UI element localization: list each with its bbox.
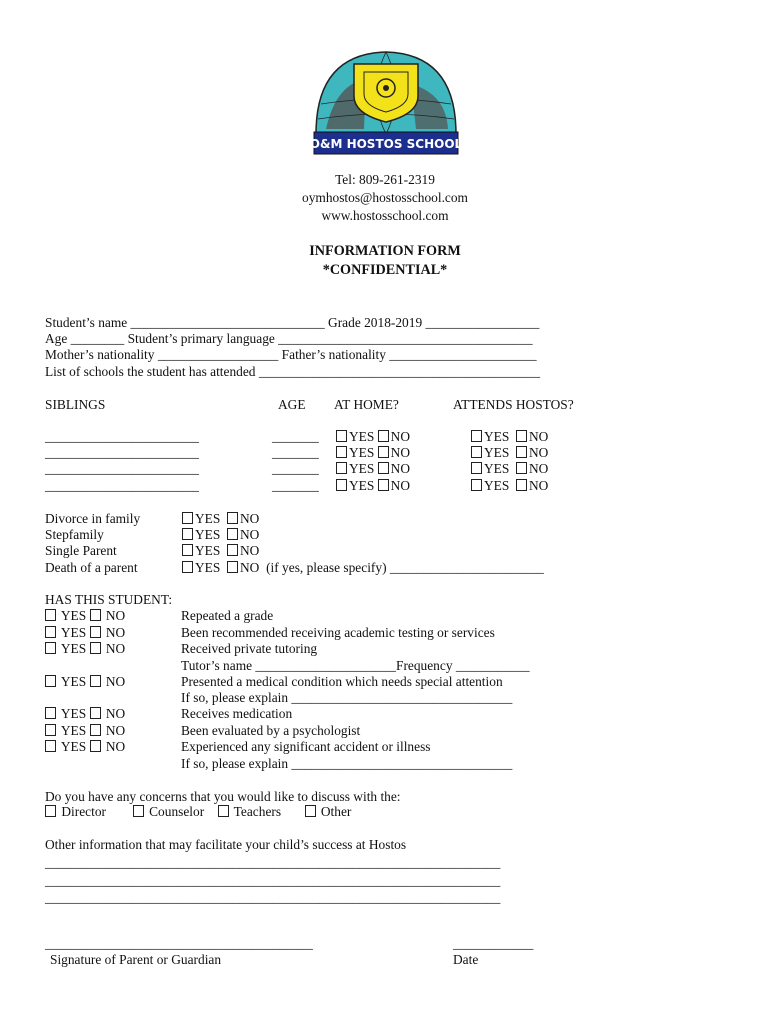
student-name-field[interactable]: Student’s name _____________________________ Grade 2018-2019 _________________ <box>45 315 540 330</box>
testing-options <box>45 625 125 641</box>
checkbox-icon[interactable] <box>378 430 389 442</box>
no-label: NO <box>105 625 126 640</box>
date-label: Date <box>453 952 479 967</box>
yes-label: YES <box>60 739 87 754</box>
medical-explain-field[interactable]: If so, please explain _________________________________ <box>181 690 513 705</box>
yes-label: YES <box>349 461 375 476</box>
medication-label: Receives medication <box>181 706 293 721</box>
checkbox-icon[interactable] <box>182 544 193 556</box>
checkbox-icon[interactable] <box>516 430 527 442</box>
single-parent-options <box>182 543 259 559</box>
sibling-name-field[interactable]: _______________________ <box>45 478 199 493</box>
logo-text: O&M HOSTOS SCHOOL <box>309 137 463 151</box>
form-subtitle: *CONFIDENTIAL* <box>322 262 448 278</box>
attends-hostos-options <box>471 429 548 445</box>
checkbox-icon[interactable] <box>182 528 193 540</box>
no-label: NO <box>240 527 260 542</box>
no-label: NO <box>390 461 411 476</box>
age-header: AGE <box>278 397 306 412</box>
no-label: NO <box>105 706 126 721</box>
yes-label: YES <box>60 625 87 640</box>
no-label: NO <box>529 445 549 460</box>
checkbox-icon[interactable] <box>218 805 229 817</box>
yes-label: YES <box>60 674 87 689</box>
repeated-grade-options <box>45 608 125 624</box>
accident-label: Experienced any significant accident or illness <box>181 739 431 754</box>
sibling-age-field[interactable]: _______ <box>272 429 319 444</box>
sibling-name-field[interactable]: _______________________ <box>45 429 199 444</box>
sibling-name-field[interactable]: _______________________ <box>45 445 199 460</box>
other-info-label: Other information that may facilitate your child’s success at Hostos <box>45 837 407 852</box>
stepfamily-label: Stepfamily <box>45 527 104 542</box>
checkbox-icon[interactable] <box>471 462 482 474</box>
no-label: NO <box>529 429 549 444</box>
checkbox-icon[interactable] <box>378 479 389 491</box>
sibling-age-field[interactable]: _______ <box>272 478 319 493</box>
no-label: NO <box>240 543 260 558</box>
death-of-parent-label: Death of a parent <box>45 560 138 575</box>
checkbox-icon[interactable] <box>227 528 238 540</box>
stepfamily-options <box>182 527 259 543</box>
no-label: NO <box>390 445 411 460</box>
checkbox-icon[interactable] <box>45 707 56 719</box>
yes-label: YES <box>60 608 87 623</box>
tutoring-options <box>45 641 125 657</box>
medical-label: Presented a medical condition which needs special attention <box>181 674 503 689</box>
website: www.hostosschool.com <box>321 208 449 223</box>
checkbox-icon[interactable] <box>45 805 56 817</box>
at-home-options <box>336 429 410 445</box>
checkbox-icon[interactable] <box>471 479 482 491</box>
no-label: NO <box>390 429 411 444</box>
at-home-options <box>336 461 410 477</box>
yes-label: YES <box>60 706 87 721</box>
checkbox-icon[interactable] <box>516 462 527 474</box>
yes-label: YES <box>195 511 221 526</box>
attends-hostos-options <box>471 478 548 494</box>
checkbox-icon[interactable] <box>378 462 389 474</box>
yes-label: YES <box>349 445 375 460</box>
concerns-options <box>45 804 351 820</box>
tutor-frequency-field[interactable]: Tutor’s name _____________________Frequency ___________ <box>181 658 530 673</box>
checkbox-icon[interactable] <box>336 446 347 458</box>
checkbox-icon[interactable] <box>227 561 238 573</box>
checkbox-icon[interactable] <box>182 512 193 524</box>
medical-options <box>45 674 125 690</box>
checkbox-icon[interactable] <box>45 642 56 654</box>
yes-label: YES <box>484 445 510 460</box>
nationality-field[interactable]: Mother’s nationality __________________ Father’s nationality ______________________ <box>45 347 537 362</box>
checkbox-icon[interactable] <box>90 707 101 719</box>
testing-label: Been recommended receiving academic testing or services <box>181 625 495 640</box>
checkbox-icon[interactable] <box>378 446 389 458</box>
checkbox-icon[interactable] <box>45 740 56 752</box>
phone-number: Tel: 809-261-2319 <box>335 172 435 187</box>
checkbox-icon[interactable] <box>45 626 56 638</box>
yes-label: YES <box>195 527 221 542</box>
checkbox-icon[interactable] <box>516 479 527 491</box>
no-label: NO <box>529 478 549 493</box>
checkbox-icon[interactable] <box>336 430 347 442</box>
no-label: NO <box>240 511 260 526</box>
checkbox-icon[interactable] <box>45 609 56 621</box>
other-option: Other <box>320 804 352 819</box>
checkbox-icon[interactable] <box>227 544 238 556</box>
checkbox-icon[interactable] <box>90 642 101 654</box>
psychologist-label: Been evaluated by a psychologist <box>181 723 361 738</box>
signature-line[interactable]: ________________________________________ <box>45 936 313 951</box>
checkbox-icon[interactable] <box>133 805 144 817</box>
at-home-options <box>336 445 410 461</box>
specify-field[interactable]: (if yes, please specify) _______________________ <box>266 560 544 575</box>
sibling-age-field[interactable]: _______ <box>272 445 319 460</box>
yes-label: YES <box>349 478 375 493</box>
accident-options <box>45 739 125 755</box>
no-label: NO <box>105 674 126 689</box>
tutoring-label: Received private tutoring <box>181 641 318 656</box>
no-label: NO <box>105 723 126 738</box>
checkbox-icon[interactable] <box>336 479 347 491</box>
death-of-parent-options <box>182 560 544 576</box>
checkbox-icon[interactable] <box>45 724 56 736</box>
no-label: NO <box>390 478 411 493</box>
form-title: INFORMATION FORM <box>309 243 461 259</box>
checkbox-icon[interactable] <box>471 446 482 458</box>
checkbox-icon[interactable] <box>227 512 238 524</box>
yes-label: YES <box>195 543 221 558</box>
at-home-options <box>336 478 410 494</box>
checkbox-icon[interactable] <box>182 561 193 573</box>
checkbox-icon[interactable] <box>90 740 101 752</box>
attends-hostos-options <box>471 445 548 461</box>
has-student-heading: HAS THIS STUDENT: <box>45 592 173 607</box>
signature-label: Signature of Parent or Guardian <box>50 952 222 967</box>
yes-label: YES <box>484 461 510 476</box>
sibling-age-field[interactable]: _______ <box>272 461 319 476</box>
checkbox-icon[interactable] <box>516 446 527 458</box>
yes-label: YES <box>195 560 221 575</box>
counselor-option: Counselor <box>149 804 205 819</box>
attends-hostos-header: ATTENDS HOSTOS? <box>453 397 574 412</box>
yes-label: YES <box>484 478 510 493</box>
divorce-options <box>182 511 259 527</box>
checkbox-icon[interactable] <box>471 430 482 442</box>
no-label: NO <box>529 461 549 476</box>
no-label: NO <box>105 608 126 623</box>
checkbox-icon[interactable] <box>90 675 101 687</box>
medication-options <box>45 706 125 722</box>
siblings-header: SIBLINGS <box>45 397 106 412</box>
checkbox-icon[interactable] <box>336 462 347 474</box>
no-label: NO <box>240 560 260 575</box>
psychologist-options <box>45 723 125 739</box>
at-home-header: AT HOME? <box>334 397 399 412</box>
director-option: Director <box>61 804 106 819</box>
date-line[interactable]: ____________ <box>453 936 534 951</box>
repeated-grade-label: Repeated a grade <box>181 608 274 623</box>
divorce-label: Divorce in family <box>45 511 141 526</box>
teachers-option: Teachers <box>233 804 282 819</box>
other-info-line[interactable]: ____________________________________________________________________ <box>45 855 501 870</box>
yes-label: YES <box>349 429 375 444</box>
checkbox-icon[interactable] <box>45 675 56 687</box>
email-address: oymhostos@hostosschool.com <box>302 190 468 205</box>
no-label: NO <box>105 641 126 656</box>
checkbox-icon[interactable] <box>90 626 101 638</box>
accident-explain-field[interactable]: If so, please explain _________________________________ <box>181 756 513 771</box>
single-parent-label: Single Parent <box>45 543 117 558</box>
checkbox-icon[interactable] <box>90 609 101 621</box>
other-info-line[interactable]: ____________________________________________________________________ <box>45 873 501 888</box>
no-label: NO <box>105 739 126 754</box>
yes-label: YES <box>484 429 510 444</box>
age-language-field[interactable]: Age ________ Student’s primary language ______________________________________ <box>45 331 533 346</box>
other-info-line[interactable]: ____________________________________________________________________ <box>45 890 501 905</box>
yes-label: YES <box>60 641 87 656</box>
checkbox-icon[interactable] <box>305 805 316 817</box>
checkbox-icon[interactable] <box>90 724 101 736</box>
sibling-name-field[interactable]: _______________________ <box>45 461 199 476</box>
previous-schools-field[interactable]: List of schools the student has attended __________________________________________ <box>45 364 541 379</box>
concerns-question: Do you have any concerns that you would like to discuss with the: <box>45 789 401 804</box>
school-logo <box>306 44 466 162</box>
yes-label: YES <box>60 723 87 738</box>
attends-hostos-options <box>471 461 548 477</box>
